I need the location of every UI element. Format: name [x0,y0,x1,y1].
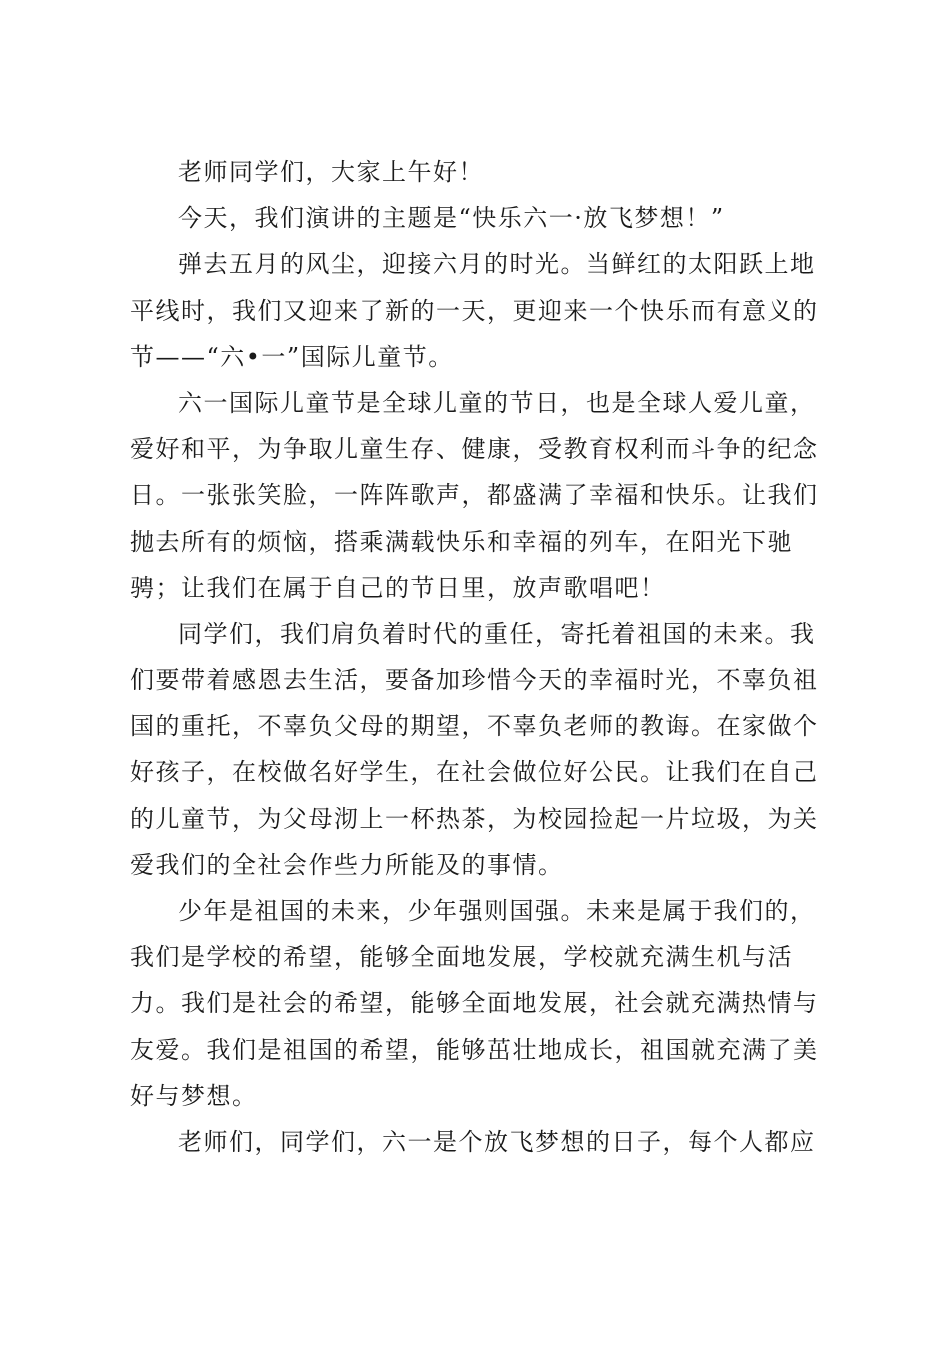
text-line: 平线时，我们又迎来了新的一天，更迎来一个快乐而有意义的 [130,296,819,325]
text-line: 国的重托，不辜负父母的期望，不辜负老师的教诲。在家做个 [130,712,819,741]
text-line: 好与梦想。 [130,1081,258,1110]
paragraph [130,387,830,618]
text-line: 爱好和平，为争取儿童生存、健康，受教育权利而斗争的纪念 [130,435,819,464]
text-line: 六一国际儿童节是全球儿童的节日，也是全球人爱儿童， [178,388,816,417]
text-line: 节——“六•一”国际儿童节。 [130,342,454,371]
text-line: 的儿童节，为父母沏上一杯热茶，为校园捡起一片垃圾，为关 [130,804,819,833]
text-line: 同学们，我们肩负着时代的重任，寄托着祖国的未来。我 [178,619,816,648]
paragraph [130,1126,830,1172]
text-line: 日。一张张笑脸，一阵阵歌声，都盛满了幸福和快乐。让我们 [130,481,819,510]
text-line: 老师同学们，大家上午好！ [178,158,484,186]
text-line: 们要带着感恩去生活，要备加珍惜今天的幸福时光，不辜负祖 [130,666,819,695]
paragraph [130,156,830,202]
text-line: 爱我们的全社会作些力所能及的事情。 [130,850,564,879]
text-line: 抛去所有的烦恼，搭乘满载快乐和幸福的列车，在阳光下驰 [130,527,793,556]
text-line: 骋；让我们在属于自己的节日里，放声歌唱吧！ [130,573,666,602]
paragraph [130,618,830,895]
paragraph [130,202,830,248]
text-line: 弹去五月的风尘，迎接六月的时光。当鲜红的太阳跃上地 [178,250,816,279]
text-line: 我们是学校的希望，能够全面地发展，学校就充满生机与活 [130,943,793,972]
text-line: 今天，我们演讲的主题是“快乐六一·放飞梦想！” [178,204,725,233]
text-line: 力。我们是社会的希望，能够全面地发展，社会就充满热情与 [130,989,819,1018]
text-line: 好孩子，在校做名好学生，在社会做位好公民。让我们在自己 [130,758,819,787]
paragraph [130,248,830,387]
text-line: 友爱。我们是祖国的希望，能够茁壮地成长，祖国就充满了美 [130,1035,819,1064]
document-body [130,156,830,1172]
text-line: 少年是祖国的未来，少年强则国强。未来是属于我们的， [178,897,816,925]
text-line: 老师们，同学们，六一是个放飞梦想的日子，每个人都应 [178,1127,816,1156]
paragraph [130,895,830,1126]
